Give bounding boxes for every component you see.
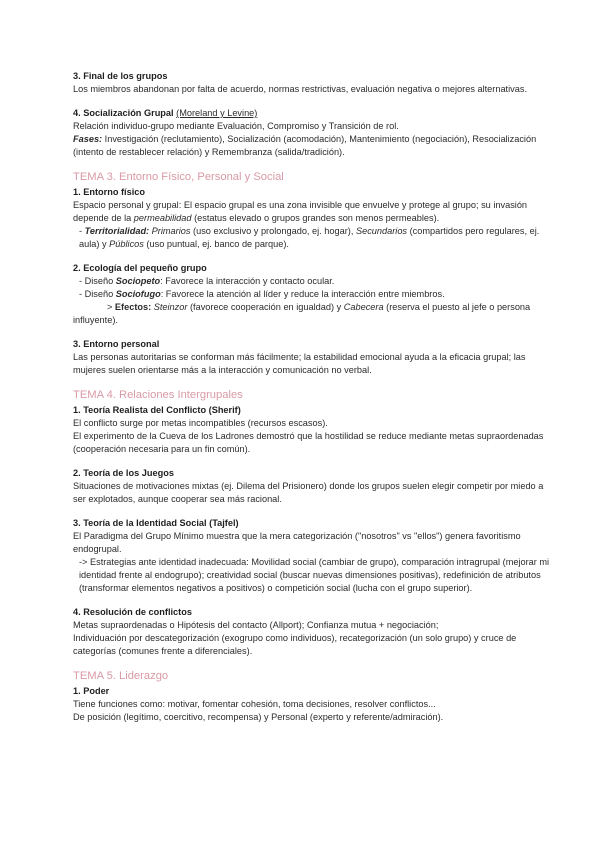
section-teoria-juegos — [73, 467, 550, 506]
term-permeabilidad: permeabilidad — [133, 213, 192, 223]
tema4-title: TEMA 4. Relaciones Intergrupales — [73, 389, 243, 401]
efectos-label: Efectos: — [114, 302, 152, 312]
section-text: El experimento de la Cueva de los Ladrones demostró que la hostilidad se reduce mediante metas supraordenadas (cooperación necesaria para un fin común). — [73, 431, 544, 454]
section-final-grupos — [73, 70, 550, 96]
section-poder — [73, 685, 550, 724]
sociopeto-line — [73, 275, 550, 288]
territorialidad-label: Territorialidad: — [84, 226, 150, 236]
term-sociopeto: Sociopeto — [115, 276, 161, 286]
term-cabecera: Cabecera — [343, 302, 384, 312]
section-text: Situaciones de motivaciones mixtas (ej. Dilema del Prisionero) donde los grupos suelen elegir competir por miedo a ser explotados, aunque cooperar sea más racional. — [73, 481, 544, 504]
section-text: Metas supraordenadas o Hipótesis del contacto (Allport); Confianza mutua + negociación; — [73, 620, 439, 630]
section-socializacion-grupal — [73, 107, 550, 159]
tema5-title: TEMA 5. Liderazgo — [73, 670, 169, 682]
estrategias-text: -> Estrategias ante identidad inadecuada: Movilidad social (cambiar de grupo), comparación intragrupal (mejorar mi identidad frente al endogrupo); creatividad social (buscar nuevas dimensiones positivas), redefinición de atributos (transformar elementos negativos a positivos) o competición social (lucha con el grupo superior). — [79, 557, 550, 593]
efectos-line — [73, 301, 550, 327]
text-run: > — [107, 302, 115, 312]
term-steinzor: Steinzor — [151, 302, 188, 312]
section-text: De posición (legítimo, coercitivo, recompensa) y Personal (experto y referente/admiración). — [73, 712, 444, 722]
section-text: Los miembros abandonan por falta de acuerdo, normas restrictivas, evaluación negativa o mejores alternativas. — [73, 84, 528, 94]
section-ecologia — [73, 262, 550, 327]
reference-link[interactable]: (Moreland y Levine) — [176, 108, 258, 118]
text-run: (uso puntual, ej. banco de parque). — [143, 239, 289, 249]
section-heading-row — [73, 107, 550, 120]
fases-label: Fases: — [73, 134, 103, 144]
term-publicos: Públicos — [109, 239, 144, 249]
section-heading: 3. Final de los grupos — [73, 71, 168, 81]
section-heading: 1. Poder — [73, 686, 110, 696]
term-primarios: Primarios — [149, 226, 191, 236]
fases-text: Investigación (reclutamiento), Socialización (acomodación), Mantenimiento (negociación), Resocialización (intento de restablecer relación) y Remembranza (salida/tradición). — [73, 134, 537, 157]
section-heading: 2. Ecología del pequeño grupo — [73, 263, 207, 273]
sociofugo-line — [73, 288, 550, 301]
text-run: - — [79, 226, 85, 236]
section-heading: 4. Socialización Grupal — [73, 108, 174, 118]
section-teoria-realista — [73, 404, 550, 456]
section-text: Tiene funciones como: motivar, fomentar cohesión, toma decisiones, resolver conflictos... — [73, 699, 436, 709]
text-run: : Favorece la atención al líder y reduce la interacción entre miembros. — [160, 289, 445, 299]
section-heading: 3. Teoría de la Identidad Social (Tajfel) — [73, 518, 239, 528]
section-heading: 1. Entorno físico — [73, 187, 145, 197]
text-run: (estatus elevado o grupos grandes son menos permeables). — [191, 213, 440, 223]
territorialidad-line — [73, 225, 550, 251]
text-run: (favorece cooperación en igualdad) y — [187, 302, 344, 312]
section-identidad-social — [73, 517, 550, 595]
section-text: Las personas autoritarias se conforman más fácilmente; la estabilidad emocional ayuda a la eficacia grupal; las mujeres suelen orientarse más a la interacción y comunicación no verbal. — [73, 352, 526, 375]
text-run: - Diseño — [79, 276, 116, 286]
section-entorno-personal — [73, 338, 550, 377]
section-text — [73, 199, 550, 225]
section-resolucion-conflictos — [73, 606, 550, 658]
text-run: - Diseño — [79, 289, 116, 299]
tema3-title: TEMA 3. Entorno Físico, Personal y Social — [73, 171, 284, 183]
text-run: Espacio personal y grupal: El espacio grupal es una zona invisible que envuelve y protege al grupo; su invasión depende de la — [73, 200, 528, 223]
section-entorno-fisico — [73, 186, 550, 251]
section-heading: 2. Teoría de los Juegos — [73, 468, 174, 478]
text-run: (reserva el puesto al jefe o persona influyente). — [73, 302, 531, 325]
section-text: El Paradigma del Grupo Mínimo muestra que la mera categorización ("nosotros" vs "ellos") genera favoritismo endogrupal. — [73, 531, 521, 554]
section-text: Individuación por descategorización (exogrupo como individuos), recategorización (un solo grupo) y cruce de categorías (comunes frente a diferenciales). — [73, 633, 517, 656]
term-secundarios: Secundarios — [355, 226, 408, 236]
fases-paragraph — [73, 133, 550, 159]
section-text: Relación individuo-grupo mediante Evaluación, Compromiso y Transición de rol. — [73, 121, 399, 131]
text-run: (uso exclusivo y prolongado, ej. hogar), — [190, 226, 356, 236]
text-run: (compartidos pero regulares, ej. aula) y — [79, 226, 540, 249]
section-heading: 1. Teoría Realista del Conflicto (Sherif) — [73, 405, 241, 415]
term-sociofugo: Sociofugo — [115, 289, 161, 299]
section-heading: 3. Entorno personal — [73, 339, 160, 349]
section-text: El conflicto surge por metas incompatibles (recursos escasos). — [73, 418, 328, 428]
section-heading: 4. Resolución de conflictos — [73, 607, 192, 617]
text-run: : Favorece la interacción y contacto ocular. — [160, 276, 335, 286]
